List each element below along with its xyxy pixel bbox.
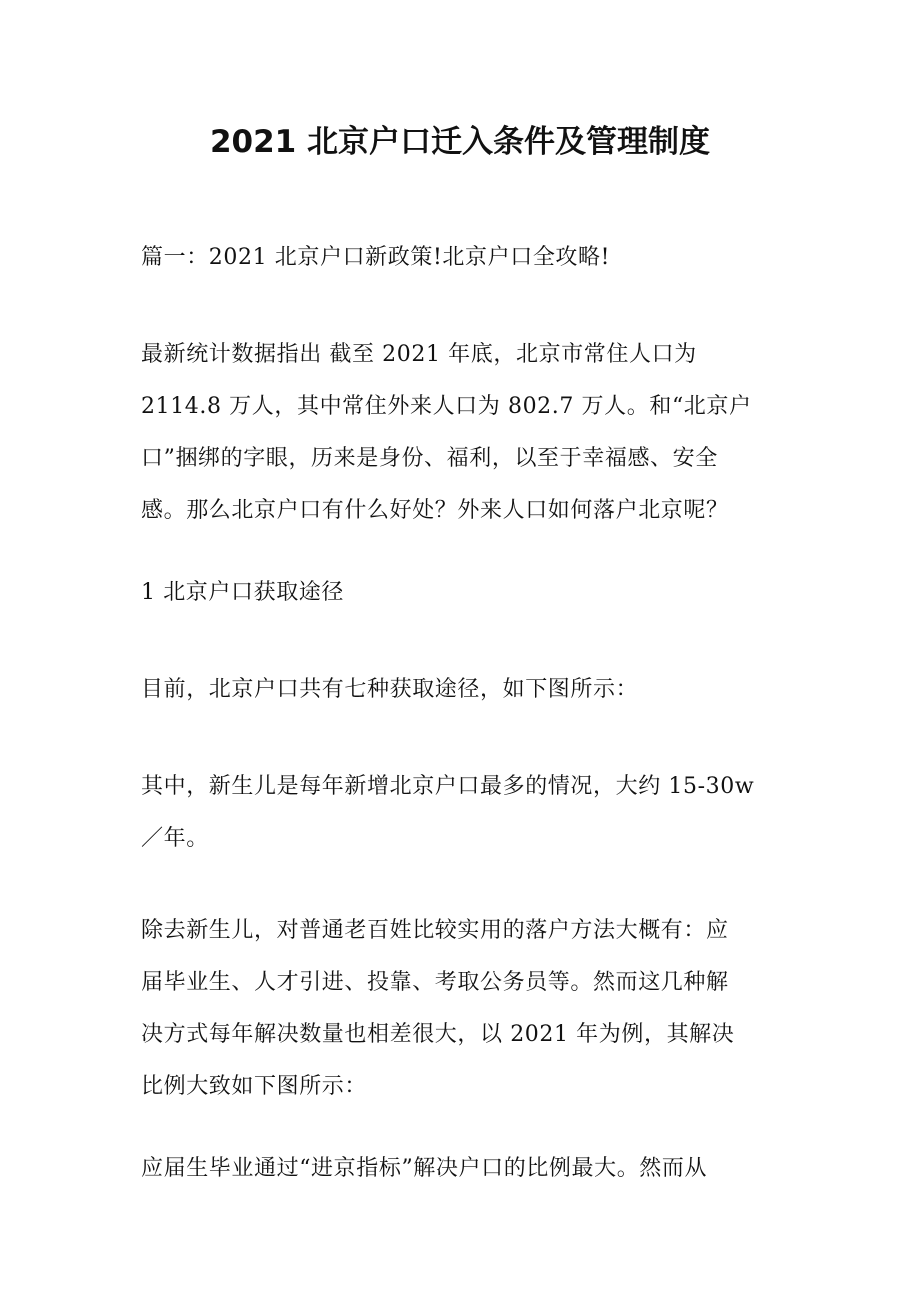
paragraph-settlement-methods: [141, 905, 781, 1113]
text-line: 目前，北京户口共有七种获取途径，如下图所示：: [141, 677, 639, 702]
document-title: 2021 北京户口迁入条件及管理制度: [209, 124, 711, 160]
text-line: 2114.8 万人，其中常住外来人口为 802.7 万人。和“北京户: [141, 394, 752, 419]
paragraph-section-heading: [141, 232, 781, 284]
text-line: 口”捆绑的字眼，历来是身份、福利，以至于幸福感、安全: [141, 446, 718, 471]
text-line: 比例大致如下图所示：: [141, 1074, 368, 1099]
text-line: 应届生毕业通过“进京指标”解决户口的比例最大。然而从: [141, 1156, 708, 1181]
text-line: 决方式每年解决数量也相差很大，以 2021 年为例，其解决: [141, 1022, 735, 1047]
text-line: 最新统计数据指出 截至 2021 年底，北京市常住人口为: [141, 342, 697, 367]
text-line: ／年。: [141, 826, 209, 851]
paragraph-statistics: [141, 329, 781, 537]
text-line: 其中，新生儿是每年新增北京户口最多的情况，大约 15-30w: [141, 774, 755, 799]
paragraph-methods-intro: [141, 664, 781, 716]
text-line: 感。那么北京户口有什么好处？外来人口如何落户北京呢？: [141, 498, 729, 523]
text-line: 届毕业生、人才引进、投靠、考取公务员等。然而这几种解: [141, 970, 729, 995]
paragraph-subheading: [141, 567, 781, 619]
text-line: 1 北京户口获取途径: [141, 580, 344, 605]
text-line: 篇一：2021 北京户口新政策!北京户口全攻略!: [141, 245, 611, 270]
paragraph-newborns: [141, 761, 781, 865]
text-line: 除去新生儿，对普通老百姓比较实用的落户方法大概有：应: [141, 918, 729, 943]
paragraph-graduates: [141, 1143, 781, 1195]
